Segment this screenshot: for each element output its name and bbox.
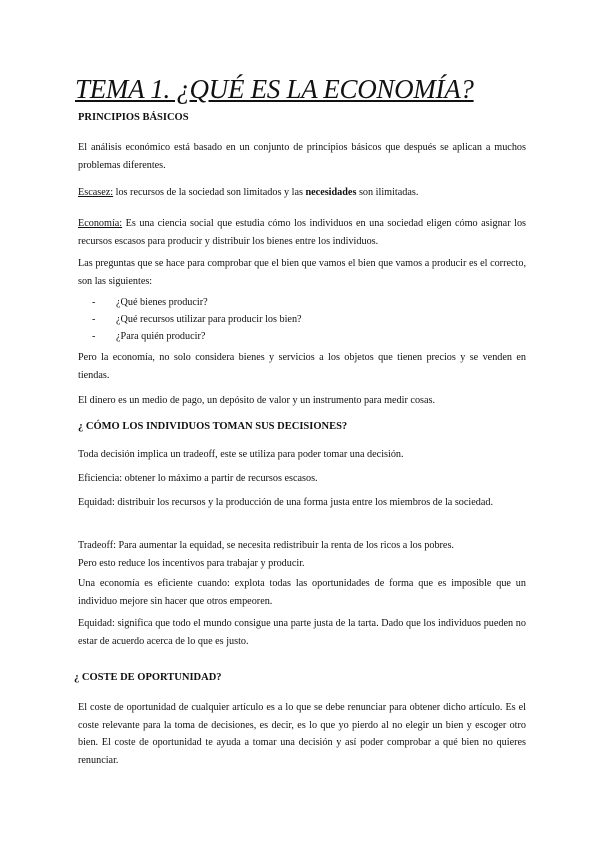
paragraph-escasez <box>78 184 526 202</box>
term-escasez: Escasez: <box>78 187 114 198</box>
list-dash: - <box>92 297 96 308</box>
paragraph-eficiente: Una economía es eficiente cuando: explota todas las oportunidades de forma que es imposible que un individuo mejore sin hacer que otros empeoren. <box>78 578 526 607</box>
heading-decisiones: ¿ CÓMO LOS INDIVIDUOS TOMAN SUS DECISIONES? <box>78 421 348 432</box>
escasez-bold: necesidades <box>305 187 357 198</box>
list-item-text: ¿Qué bienes producir? <box>116 297 208 308</box>
tradeoff-line-2: Pero esto reduce los incentivos para trabajar y producir. <box>78 557 305 569</box>
list-item <box>92 311 302 328</box>
paragraph-economia <box>78 215 526 250</box>
list-item <box>92 328 302 345</box>
paragraph-bienes: Pero la economía, no solo considera bienes y servicios a los objetos que tienen precios y se venden en tiendas. <box>78 352 526 381</box>
heading-principios-basicos: PRINCIPIOS BÁSICOS <box>78 112 189 123</box>
economia-text: Es una ciencia social que estudia cómo los individuos en una sociedad eligen cómo asignar los recursos escasos para producir y distribuir los bienes entre los individuos. <box>78 218 526 247</box>
paragraph-intro: El análisis económico está basado en un conjunto de principios básicos que después se aplican a muchos problemas diferentes. <box>78 142 526 171</box>
tradeoff-line-1: Tradeoff: Para aumentar la equidad, se necesita redistribuir la renta de los ricos a los pobres. <box>78 540 454 551</box>
paragraph-equidad: Equidad: distribuir los recursos y la producción de una forma justa entre los miembros de la sociedad. <box>78 497 494 508</box>
paragraph-tradeoff <box>78 537 526 572</box>
paragraph-equidad-tarta: Equidad: significa que todo el mundo consigue una parte justa de la tarta. Dado que los individuos pueden no estar de acuerdo acerca de lo que es justo. <box>78 618 526 647</box>
paragraph-coste-oportunidad: El coste de oportunidad de cualquier artículo es a lo que se debe renunciar para obtener dicho artículo. Es el coste relevante para la toma de decisiones, es decir, es lo que yo pierdo al no elegir un bien y escoger otro bien. El coste de oportunidad te ayuda a tomar una decisión y así poder comprobar a qué bien no quieres renunciar. <box>78 702 526 766</box>
list-item-text: ¿Qué recursos utilizar para producir los bien? <box>116 314 302 325</box>
escasez-text-b: son ilimitadas. <box>356 187 419 198</box>
list-dash: - <box>92 331 96 342</box>
list-item <box>92 294 302 311</box>
page-title: TEMA 1. ¿QUÉ ES LA ECONOMÍA? <box>75 74 474 104</box>
list-item-text: ¿Para quién producir? <box>116 331 206 342</box>
term-economia: Economía: <box>78 218 123 229</box>
questions-list <box>92 294 302 345</box>
paragraph-dinero: El dinero es un medio de pago, un depósito de valor y un instrumento para medir cosas. <box>78 395 436 406</box>
list-dash: - <box>92 314 96 325</box>
paragraph-preguntas: Las preguntas que se hace para comprobar que el bien que vamos el bien que vamos a producir es el correcto, son las siguientes: <box>78 258 526 287</box>
paragraph-eficiencia: Eficiencia: obtener lo máximo a partir de recursos escasos. <box>78 473 318 484</box>
paragraph-tradeoff-intro: Toda decisión implica un tradeoff, este se utiliza para poder tomar una decisión. <box>78 449 404 460</box>
heading-coste-oportunidad: ¿ COSTE DE OPORTUNIDAD? <box>74 672 222 683</box>
escasez-text-a: los recursos de la sociedad son limitados y las <box>113 187 306 198</box>
